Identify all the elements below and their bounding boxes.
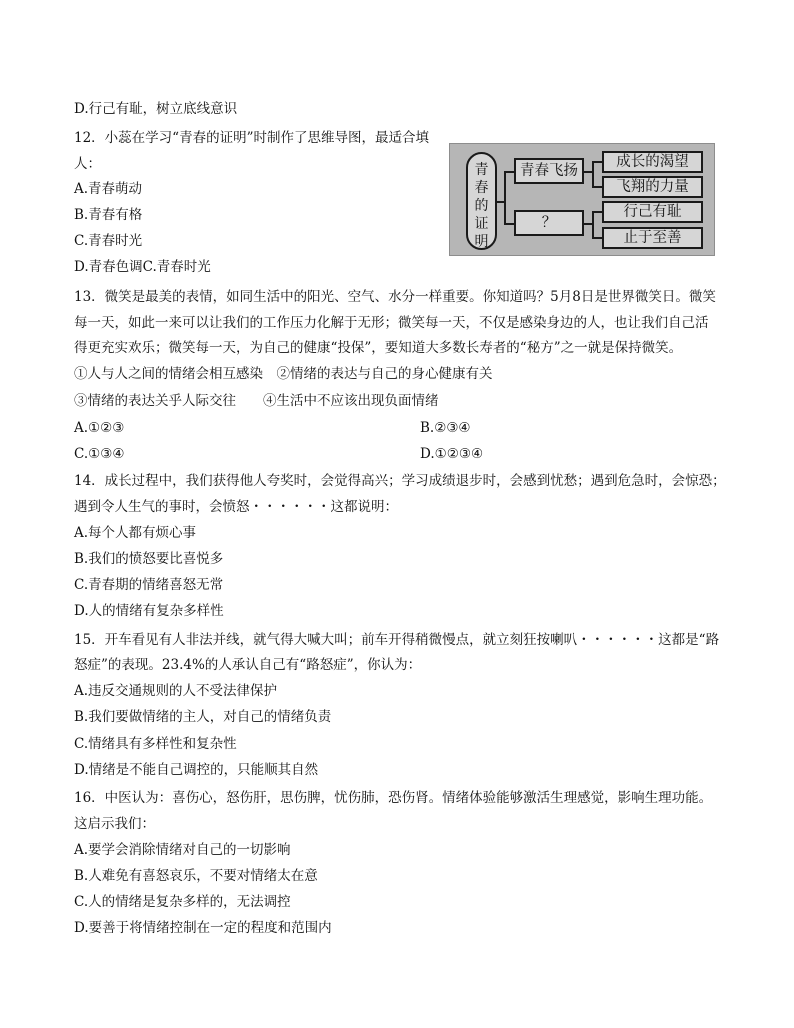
connector	[504, 171, 506, 224]
q14-option-c: C.青春期的情绪喜怒无常	[74, 577, 224, 593]
q15-stem-cont: 怒症”的表现。23.4%的人承认自己有“路怒症”，你认为：	[74, 657, 422, 673]
connector	[592, 161, 594, 188]
q13-option-a: A.①②③	[74, 420, 125, 436]
q12-option-a: A.青春萌动	[74, 181, 143, 197]
q15-option-b: B.我们要做情绪的主人，对自己的情绪负责	[74, 709, 332, 725]
q12-stem-cont: 人：	[74, 156, 101, 172]
connector	[504, 223, 514, 225]
mind-map-leaf-2: 飞翔的力量	[602, 176, 703, 198]
q13-option-b: B.②③④	[420, 420, 471, 436]
q13-stem: 13．微笑是最美的表情，如同生活中的阳光、空气、水分一样重要。你知道吗？5月8日是世界微笑日。微笑	[74, 289, 716, 305]
q15-option-a: A.违反交通规则的人不受法律保护	[74, 683, 278, 699]
q13-statements-1-2: ①人与人之间的情绪会相互感染 ②情绪的表达与自己的身心健康有关	[74, 366, 493, 382]
q16-stem-cont: 这启示我们：	[74, 816, 155, 832]
q12-option-b: B.青春有格	[74, 207, 143, 223]
q16-stem: 16．中医认为：喜伤心，怒伤肝，思伤脾，忧伤肺，恐伤肾。情绪体验能够激活生理感觉，影响生理功能。	[74, 790, 713, 806]
mind-map-branch-blank: ？	[514, 210, 584, 236]
q12-option-c: C.青春时光	[74, 233, 143, 249]
mind-map-leaf-3: 行己有耻	[602, 201, 703, 223]
q11-option-d: D.行己有耻，树立底线意识	[74, 101, 238, 117]
q14-option-a: A.每个人都有烦心事	[74, 525, 197, 541]
q13-statements-3-4: ③情绪的表达关乎人际交往 ④生活中不应该出现负面情绪	[74, 393, 439, 409]
q16-option-b: B.人难免有喜怒哀乐，不要对情绪太在意	[74, 868, 318, 884]
q15-option-d: D.情绪是不能自己调控的，只能顺其自然	[74, 762, 319, 778]
mind-map-figure	[449, 143, 715, 256]
q15-stem: 15．开车看见有人非法并线，就气得大喊大叫；前车开得稍微慢点，就立刻狂按喇叭・・・・・・这都是“路	[74, 632, 720, 648]
connector	[592, 211, 602, 213]
mind-map-root-text: 青春的证明	[474, 162, 489, 250]
q14-option-b: B.我们的愤怒要比喜悦多	[74, 551, 224, 567]
mind-map-leaf-4: 止于至善	[602, 227, 703, 249]
q12-stem: 12．小蕊在学习“青春的证明”时制作了思维导图，最适合填	[74, 130, 429, 146]
q14-stem: 14．成长过程中，我们获得他人夸奖时，会觉得高兴；学习成绩退步时，会感到忧愁；遇到危急时，会惊恐；	[74, 473, 726, 489]
q15-option-c: C.情绪具有多样性和复杂性	[74, 736, 237, 752]
connector	[592, 211, 594, 238]
connector	[504, 171, 514, 173]
q13-stem-cont: 得更充实欢乐；微笑每一天，为自己的健康“投保”，要知道大多数长寿者的“秘方”之一就是保持微笑。	[74, 340, 683, 356]
q16-option-c: C.人的情绪是复杂多样的，无法调控	[74, 894, 291, 910]
q14-option-d: D.人的情绪有复杂多样性	[74, 603, 224, 619]
connector	[592, 237, 602, 239]
q13-option-c: C.①③④	[74, 446, 125, 462]
q16-option-d: D.要善于将情绪控制在一定的程度和范围内	[74, 920, 332, 936]
q14-stem-cont: 遇到令人生气的事时，会愤怒・・・・・・这都说明：	[74, 499, 398, 515]
mind-map-root	[466, 152, 497, 250]
q13-stem-cont: 每一天，如此一来可以让我们的工作压力化解于无形；微笑每一天，不仅是感染身边的人，也让我们自己活	[74, 315, 709, 331]
connector	[592, 186, 602, 188]
q12-option-d: D.青春色调C.青春时光	[74, 259, 211, 275]
mind-map-branch-top: 青春飞扬	[514, 158, 584, 184]
q13-option-d: D.①②③④	[420, 446, 484, 462]
connector	[592, 161, 602, 163]
q16-option-a: A.要学会消除情绪对自己的一切影响	[74, 842, 291, 858]
mind-map-leaf-1: 成长的渴望	[602, 151, 703, 173]
